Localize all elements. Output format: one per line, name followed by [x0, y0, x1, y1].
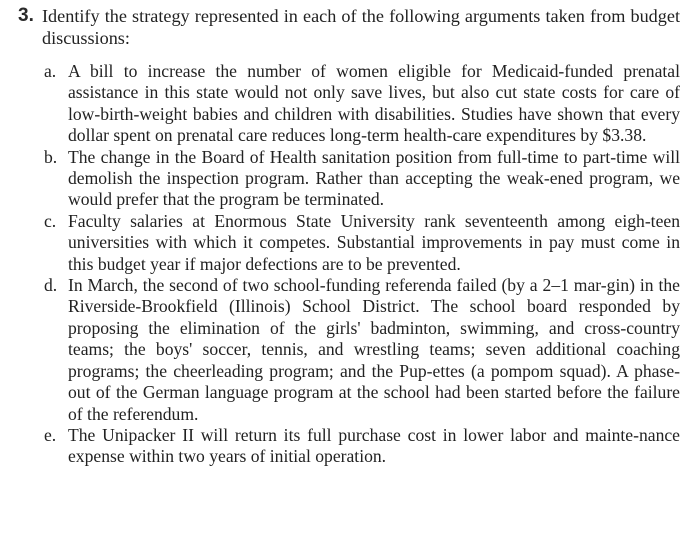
list-item-a [44, 61, 680, 147]
item-text: A bill to increase the number of women eligible for Medicaid-funded prenatal assistance in this state would not only save lives, but also cut state costs for care of low-birth-weight babies and children with disabilities. Studies have shown that every dollar spent on prenatal care reduces long-term health-care expenditures by $3.38. [68, 61, 680, 146]
question-prompt: Identify the strategy represented in each of the following arguments taken from budget discussions: [42, 6, 680, 48]
item-letter: e. [44, 424, 57, 445]
list-item-e [44, 425, 680, 468]
item-letter: d. [44, 275, 58, 296]
item-letter: c. [44, 210, 57, 231]
list-item-d [44, 275, 680, 425]
list-item-c [44, 211, 680, 275]
question-block [18, 5, 680, 49]
item-text: The change in the Board of Health sanitation position from full-time to part-time will demolish the inspection program. Rather than accepting the weak-ened program, we would prefer that the program be terminated. [68, 146, 680, 210]
item-text: The Unipacker II will return its full purchase cost in lower labor and mainte-nance expense within two years of initial operation. [68, 424, 680, 467]
question-number: 3. [18, 5, 34, 26]
argument-list [44, 61, 680, 468]
item-text: Faculty salaries at Enormous State University rank seventeenth among eigh-teen universities with which it competes. Substantial improvements in pay must come in this budget year if major defections are to be prevented. [68, 210, 680, 274]
item-letter: b. [44, 146, 58, 167]
list-item-b [44, 147, 680, 211]
item-text: In March, the second of two school-funding referenda failed (by a 2–1 mar-gin) in the Riverside-Brookfield (Illinois) School District. The school board responded by proposing the elimination of the girls' badminton, swimming, and cross-country teams; the boys' soccer, tennis, and wrestling teams; seven additional coaching programs; the cheerleading program; and the Pup-ettes (a pompom squad). A phase-out of the German language program at the school had been started before the failure of the referendum. [68, 275, 680, 424]
item-letter: a. [44, 61, 57, 81]
